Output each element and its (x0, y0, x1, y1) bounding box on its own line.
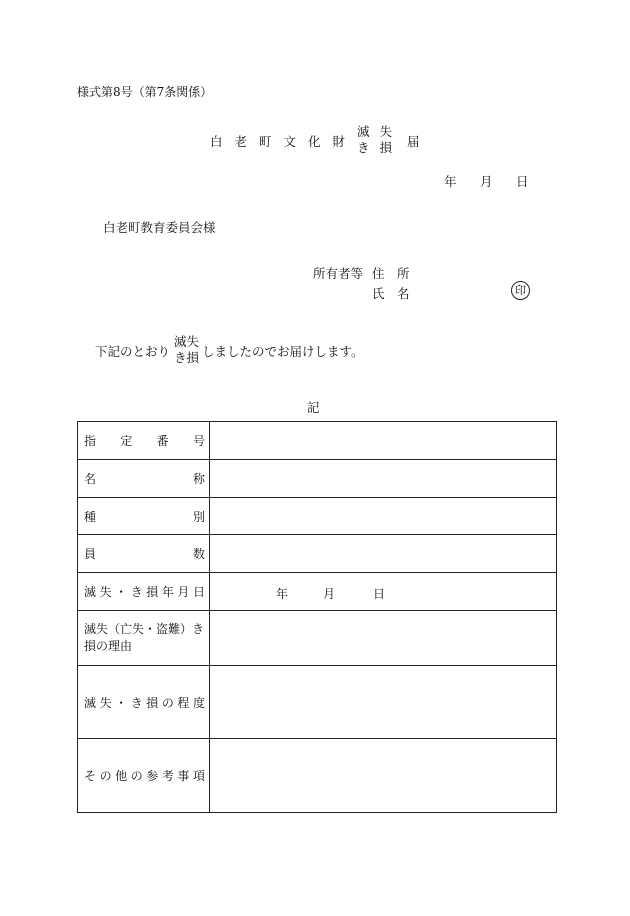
justified-label: 種 別 (84, 509, 205, 524)
field-other[interactable] (210, 739, 557, 813)
justified-label: 滅 失 ・ き 損 年 月 日 (84, 585, 205, 599)
table-row (78, 535, 557, 573)
date-month-label: 月 (480, 174, 493, 189)
justified-label: 指 定 番 号 (84, 434, 205, 448)
addressee: 白老町教育委員会様 (103, 220, 216, 235)
table-row (78, 460, 557, 498)
loss-date-month: 月 (323, 586, 336, 601)
date-year-label: 年 (444, 174, 457, 189)
table-row (78, 739, 557, 813)
statement-stack-bottom: き損 (174, 350, 200, 365)
table-row (78, 498, 557, 535)
statement-after: しましたのでお届けします。 (202, 344, 364, 359)
table-row (78, 573, 557, 611)
loss-date-day: 日 (373, 586, 386, 601)
table-row (78, 611, 557, 666)
table-row (78, 666, 557, 739)
reason-line-1: 滅失（亡失・盗難）き (84, 622, 205, 636)
owner-name-label: 氏 名 (372, 286, 410, 301)
statement-before: 下記のとおり (95, 344, 171, 359)
report-table (77, 421, 557, 813)
justified-label: 員 数 (84, 547, 205, 561)
label-count (78, 535, 210, 573)
label-extent (78, 666, 210, 739)
title-stack-bottom: き損 (357, 140, 403, 155)
label-designation-number (78, 422, 210, 460)
owner-label: 所有者等 (313, 266, 364, 281)
reason-line-2: 損の理由 (84, 639, 133, 653)
loss-date-year: 年 (276, 586, 289, 601)
field-name[interactable] (210, 460, 557, 498)
title-stack (357, 124, 402, 156)
justified-label: そ の 他 の 参 考 事 項 (84, 769, 205, 783)
label-name (78, 460, 210, 498)
statement-stack-top: 滅失 (174, 334, 200, 349)
field-type[interactable] (210, 498, 557, 535)
owner-address-label: 住 所 (372, 266, 410, 281)
title-prefix: 白老町文化財 (210, 134, 358, 149)
table-row (78, 422, 557, 460)
justified-label: 滅 失 ・ き 損 の 程 度 (84, 695, 205, 710)
title-stack-top: 滅失 (357, 124, 403, 139)
field-loss-date[interactable] (210, 573, 557, 611)
title-suffix: 届 (407, 134, 420, 149)
ki-heading: 記 (307, 400, 320, 415)
statement-stack (174, 334, 199, 366)
justified-label: 名 称 (84, 472, 205, 486)
seal-mark: 印 (511, 281, 530, 300)
label-other (78, 739, 210, 813)
field-designation-number[interactable] (210, 422, 557, 460)
label-type (78, 498, 210, 535)
label-reason (78, 611, 210, 666)
field-count[interactable] (210, 535, 557, 573)
field-extent[interactable] (210, 666, 557, 739)
label-loss-date (78, 573, 210, 611)
date-day-label: 日 (516, 174, 529, 189)
form-number: 様式第8号（第7条関係） (77, 85, 213, 99)
field-reason[interactable] (210, 611, 557, 666)
